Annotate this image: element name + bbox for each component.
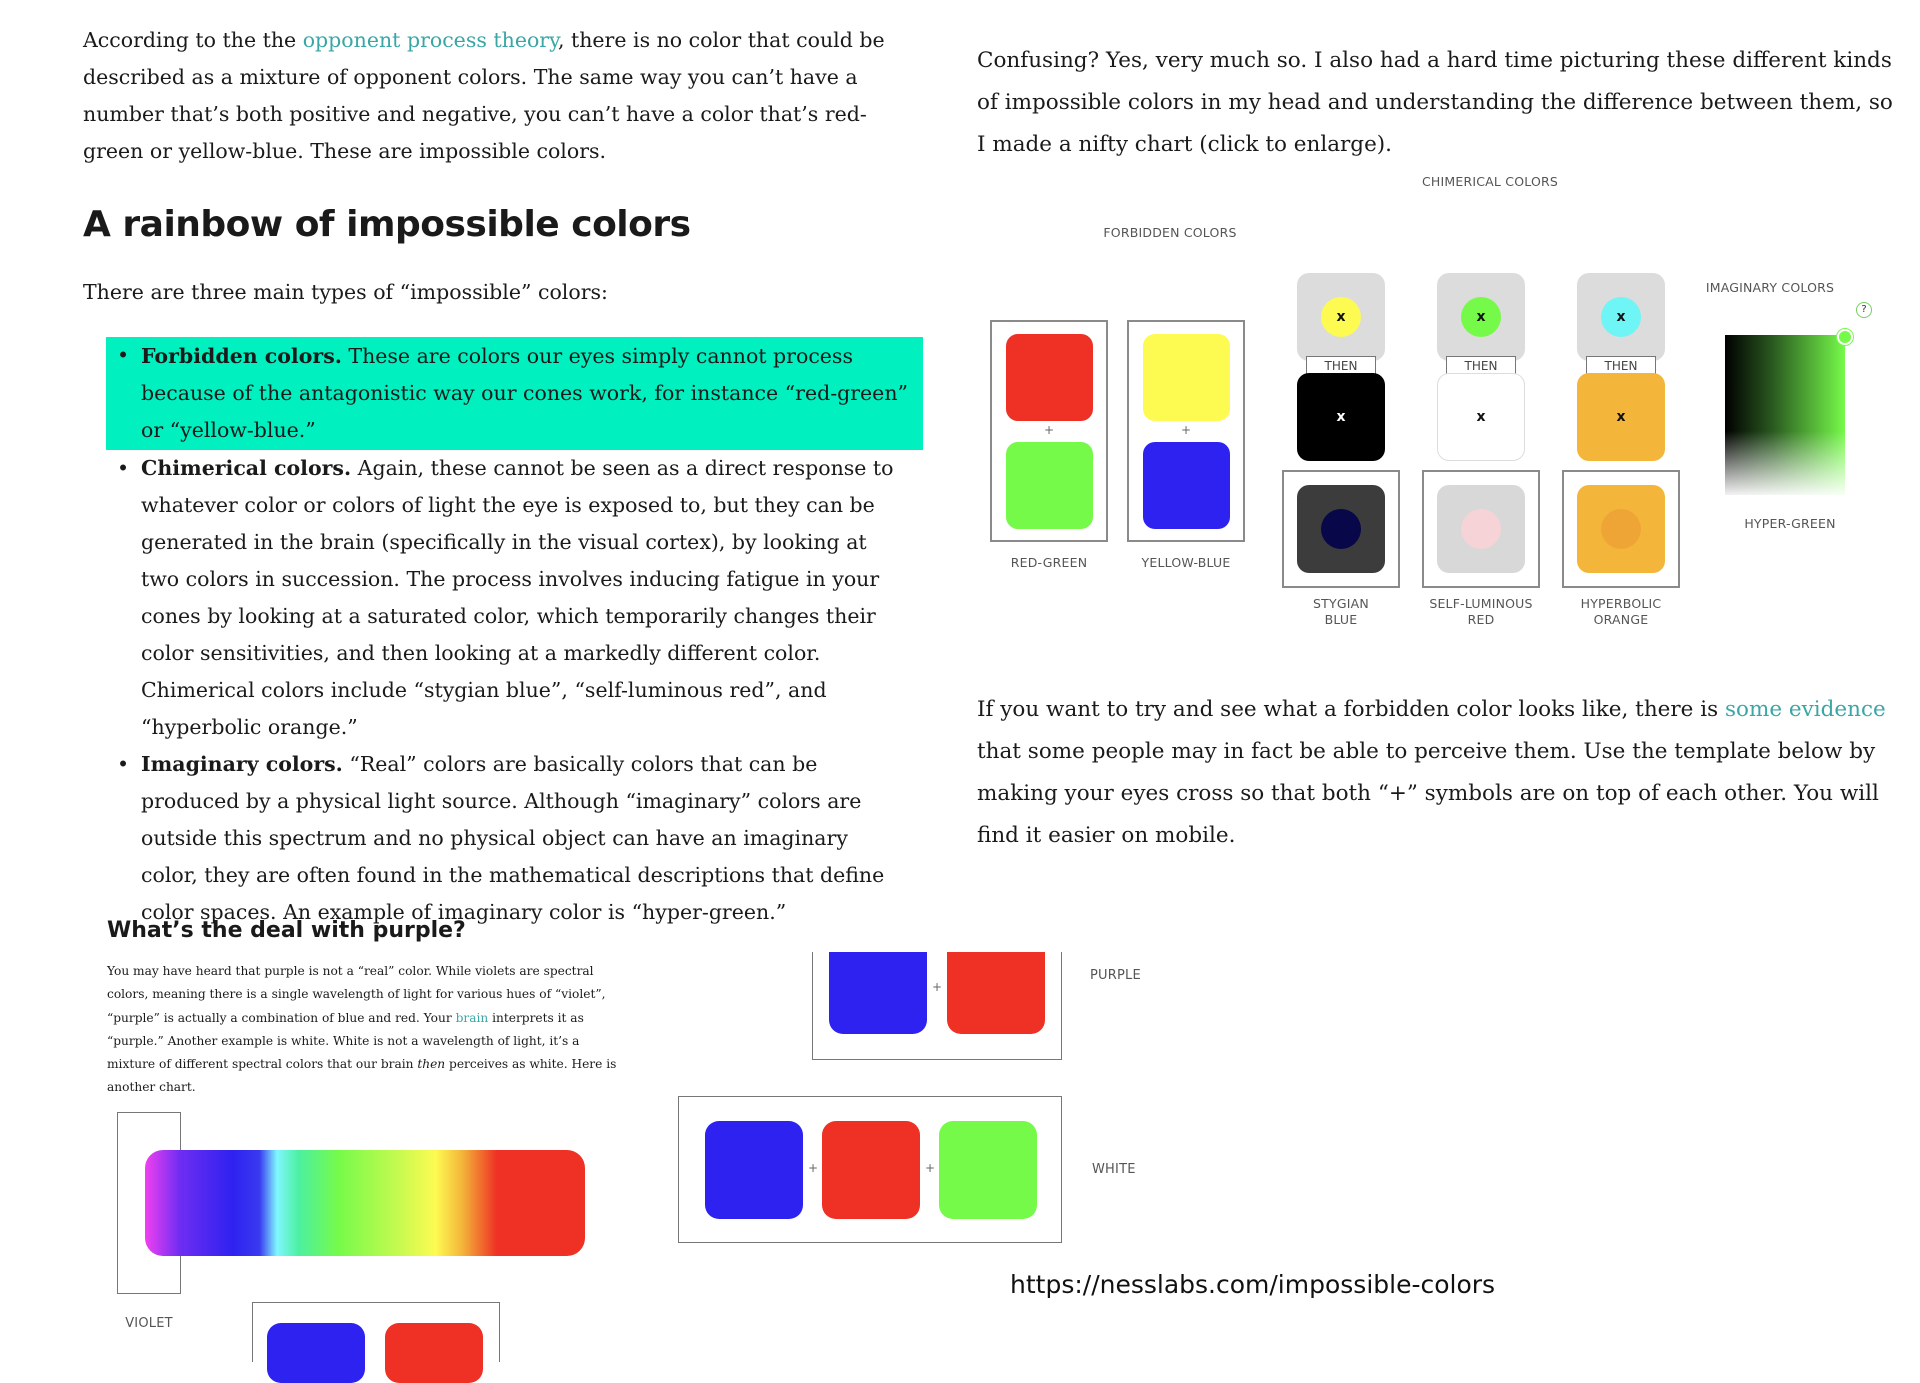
plus-sign: + xyxy=(1180,423,1192,437)
fixation-dot: x xyxy=(1601,297,1641,337)
term-chimerical: Chimerical colors. xyxy=(141,456,352,480)
selflum-dot xyxy=(1461,509,1501,549)
brain-link[interactable]: brain xyxy=(455,1010,489,1025)
impossible-colors-chart[interactable] xyxy=(990,174,1867,630)
blue-swatch xyxy=(705,1121,803,1219)
then-label: THEN xyxy=(1306,356,1376,376)
purple-text-1: You may have heard that purple is not a “real” color. While violets are spectral colors, meaning there is a single wavelength of light for various hues of “violet”, “purple” is actually a combination of blue and red. Your xyxy=(107,964,606,1025)
source-url: https://nesslabs.com/impossible-colors xyxy=(1010,1270,1496,1299)
blue-swatch xyxy=(1143,442,1230,529)
term-forbidden: Forbidden colors. xyxy=(141,344,342,368)
then-label: THEN xyxy=(1446,356,1516,376)
plus-sign: + xyxy=(1043,423,1055,437)
blue-swatch xyxy=(267,1323,365,1383)
fixation-dot: x xyxy=(1321,297,1361,337)
green-swatch xyxy=(1006,442,1093,529)
black-stimulus: x xyxy=(1297,373,1385,461)
intro-paragraph xyxy=(83,22,903,170)
purple-box xyxy=(812,952,1062,1060)
selection-handle[interactable] xyxy=(1837,329,1853,345)
plus-sign: + xyxy=(931,980,943,994)
hyperbolic-label-2: ORANGE xyxy=(1593,612,1649,627)
yellow-blue-label: YELLOW-BLUE xyxy=(1141,555,1231,570)
red-swatch xyxy=(1006,334,1093,421)
list-item-forbidden xyxy=(106,337,923,450)
desc-imaginary: “Real” colors are basically colors that can be produced by a physical light source. Although “imaginary” colors are outside this spectrum and no physical object can have an imaginary color, they are often found in the mathematical descriptions that define color spaces. An example of imaginary color is “hyper-green.” xyxy=(141,752,885,924)
help-icon[interactable]: ? xyxy=(1856,302,1872,318)
evidence-paragraph xyxy=(977,689,1897,857)
stygian-label-1: STYGIAN xyxy=(1313,596,1369,611)
green-swatch xyxy=(939,1121,1037,1219)
selflum-result-box xyxy=(1422,470,1540,588)
some-evidence-link[interactable]: some evidence xyxy=(1724,697,1886,722)
stygian-result-box xyxy=(1282,470,1400,588)
white-box xyxy=(678,1096,1062,1243)
red-swatch xyxy=(947,952,1045,1034)
purple-heading: What’s the deal with purple? xyxy=(107,918,466,943)
white-stimulus: x xyxy=(1437,373,1525,461)
orange-stimulus: x xyxy=(1577,373,1665,461)
chimerical-title: CHIMERICAL COLORS xyxy=(1421,174,1559,189)
stygian-swatch xyxy=(1297,485,1385,573)
selflum-label xyxy=(1408,596,1554,628)
list-item-imaginary xyxy=(83,746,923,931)
blue-swatch xyxy=(829,952,927,1034)
hyperbolic-label xyxy=(1562,596,1680,628)
then-emphasis: then xyxy=(417,1057,446,1072)
confusing-paragraph: Confusing? Yes, very much so. I also had a hard time picturing these different kinds of impossible colors in my head and understanding the difference between them, so I made a nifty chart (click to enlarge). xyxy=(977,48,1893,157)
violet-label: VIOLET xyxy=(125,1316,173,1331)
purple-paragraph xyxy=(107,960,627,1100)
yellow-swatch xyxy=(1143,334,1230,421)
purple-text-2: interprets it as “purple.” Another example is white. White is not a wavelength of light, it’s a mixture of different spectral colors that our brain xyxy=(107,1010,584,1072)
hyper-green-label: HYPER-GREEN xyxy=(1744,516,1836,531)
list-item-chimerical xyxy=(83,450,923,746)
hyperbolic-start xyxy=(1577,273,1665,361)
intro-text: According to the the xyxy=(83,28,303,52)
red-green-box xyxy=(990,320,1108,542)
imaginary-title: IMAGINARY COLORS xyxy=(1705,280,1835,295)
spectrum-bar xyxy=(145,1150,585,1256)
types-list xyxy=(83,337,923,931)
intro-text-cont: , there is no color that could be described as a mixture of opponent colors. The same way you can’t have a number that’s both positive and negative, you can’t have a color that’s red-green or yellow-blue. These are impossible colors. xyxy=(83,28,885,163)
types-intro: There are three main types of “impossible” colors: xyxy=(83,280,608,304)
selflum-label-2: RED xyxy=(1467,612,1495,627)
evidence-text: If you want to try and see what a forbidden color looks like, there is xyxy=(977,697,1725,722)
white-label: WHITE xyxy=(1092,1162,1136,1177)
hyperbolic-dot xyxy=(1601,509,1641,549)
yellow-blue-box xyxy=(1127,320,1245,542)
hyperbolic-swatch xyxy=(1577,485,1665,573)
stygian-label xyxy=(1282,596,1400,628)
fixation-dot: x xyxy=(1461,297,1501,337)
purple-label: PURPLE xyxy=(1090,968,1141,983)
selflum-label-1: SELF-LUMINOUS xyxy=(1429,596,1533,611)
section-heading: A rainbow of impossible colors xyxy=(83,204,691,245)
selflum-swatch xyxy=(1437,485,1525,573)
opponent-process-link[interactable]: opponent process theory xyxy=(302,28,558,52)
stygian-start xyxy=(1297,273,1385,361)
selflum-start xyxy=(1437,273,1525,361)
hyperbolic-result-box xyxy=(1562,470,1680,588)
desc-forbidden: These are colors our eyes simply cannot process because of the antagonistic way our cones work, for instance “red-green” or “yellow-blue.” xyxy=(141,344,908,442)
plus-sign: + xyxy=(924,1161,936,1175)
purple-text-3: perceives as white. Here is another chart. xyxy=(107,1057,617,1095)
evidence-text-cont: that some people may in fact be able to perceive them. Use the template below by making your eyes cross so that both “+” symbols are on top of each other. You will find it easier on mobile. xyxy=(977,739,1879,848)
desc-chimerical: Again, these cannot be seen as a direct response to whatever color or colors of light the eye is exposed to, but they can be generated in the brain (specifically in the visual cortex), by looking at two colors in succession. The process involves inducing fatigue in your cones by looking at a saturated color, which temporarily changes their color sensitivities, and then looking at a markedly different color. Chimerical colors include “stygian blue”, “self-luminous red”, and “hyperbolic orange.” xyxy=(141,456,894,739)
purple-mini-box xyxy=(252,1302,500,1362)
forbidden-title: FORBIDDEN COLORS xyxy=(1103,225,1237,240)
red-swatch xyxy=(822,1121,920,1219)
plus-sign: + xyxy=(807,1161,819,1175)
hyperbolic-label-1: HYPERBOLIC xyxy=(1580,596,1662,611)
stygian-dot xyxy=(1321,509,1361,549)
hyper-green-gradient xyxy=(1725,335,1845,495)
term-imaginary: Imaginary colors. xyxy=(141,752,343,776)
red-green-label: RED-GREEN xyxy=(1010,555,1088,570)
red-swatch xyxy=(385,1323,483,1383)
stygian-label-2: BLUE xyxy=(1324,612,1358,627)
then-label: THEN xyxy=(1586,356,1656,376)
